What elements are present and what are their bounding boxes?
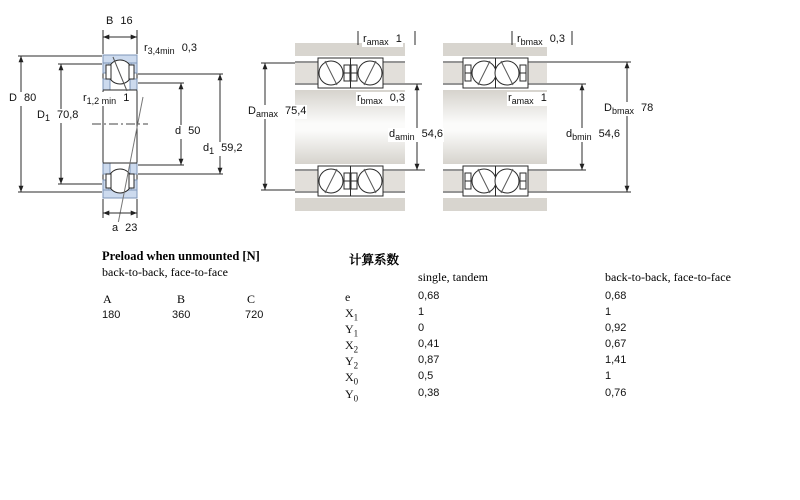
factors-col2-header: back-to-back, face-to-face — [605, 270, 731, 284]
preload-col-A: A — [103, 292, 112, 306]
dim-label-damin: $d_{amin}$ 54,6 — [389, 128, 444, 143]
dim-label-Damax: $D_{amax}$ 75,4 — [248, 105, 307, 120]
mounting-arrangement-a-drawing — [255, 28, 465, 220]
preload-value-B: 360 — [172, 309, 191, 321]
dim-label-dbmin: $d_{bmin}$ 54,6 — [566, 128, 621, 143]
dim-label-B: B 16 — [105, 15, 134, 29]
dim-label-r12min: $r_{1,2 min}$ 1 — [83, 92, 130, 107]
dim-label-d: d 50 — [174, 125, 201, 139]
dim-label-ramax-b: $r_{amax}$ 1 — [508, 92, 547, 107]
dim-label-ramax-a: $r_{amax}$ 1 — [363, 33, 402, 48]
dim-label-rbmax-b: $r_{bmax}$ 0,3 — [517, 33, 565, 48]
preload-table-subtitle: back-to-back, face-to-face — [102, 265, 228, 279]
factor-row-X1: $X_1$ 1 1 — [345, 306, 612, 323]
factor-row-Y0: $Y_0$ 0,38 0,76 — [345, 387, 627, 404]
dim-label-d1: $d_1$ 59,2 — [203, 142, 243, 157]
factor-row-X0: $X_0$ 0,5 1 — [345, 370, 612, 387]
mounting-arrangement-b-drawing — [440, 28, 655, 220]
dim-label-r34min: $r_{3,4min}$ 0,3 — [144, 42, 197, 57]
factor-row-Y1: $Y_1$ 0 0,92 — [345, 322, 627, 339]
dim-label-Dbmax: $D_{bmax}$ 78 — [604, 102, 654, 117]
preload-col-B: B — [177, 292, 186, 306]
preload-col-C: C — [247, 292, 256, 306]
factor-row-Y2: $Y_2$ 0,87 1,41 — [345, 354, 627, 371]
preload-value-A: 180 — [102, 309, 121, 321]
factors-table-title: 计算系数 — [349, 253, 400, 267]
factor-row-X2: $X_2$ 0,41 0,67 — [345, 338, 627, 355]
dim-label-rbmax-a: $r_{bmax}$ 0,3 — [357, 92, 405, 107]
dim-label-D1: $D_1$ 70,8 — [37, 109, 79, 124]
dim-label-D: D 80 — [8, 92, 37, 106]
preload-value-C: 720 — [245, 309, 264, 321]
factor-row-e: e 0,68 0,68 — [345, 290, 627, 304]
dim-label-a: a 23 — [111, 222, 138, 236]
preload-table-title: Preload when unmounted [N] — [102, 249, 260, 263]
factors-col1-header: single, tandem — [418, 270, 488, 284]
